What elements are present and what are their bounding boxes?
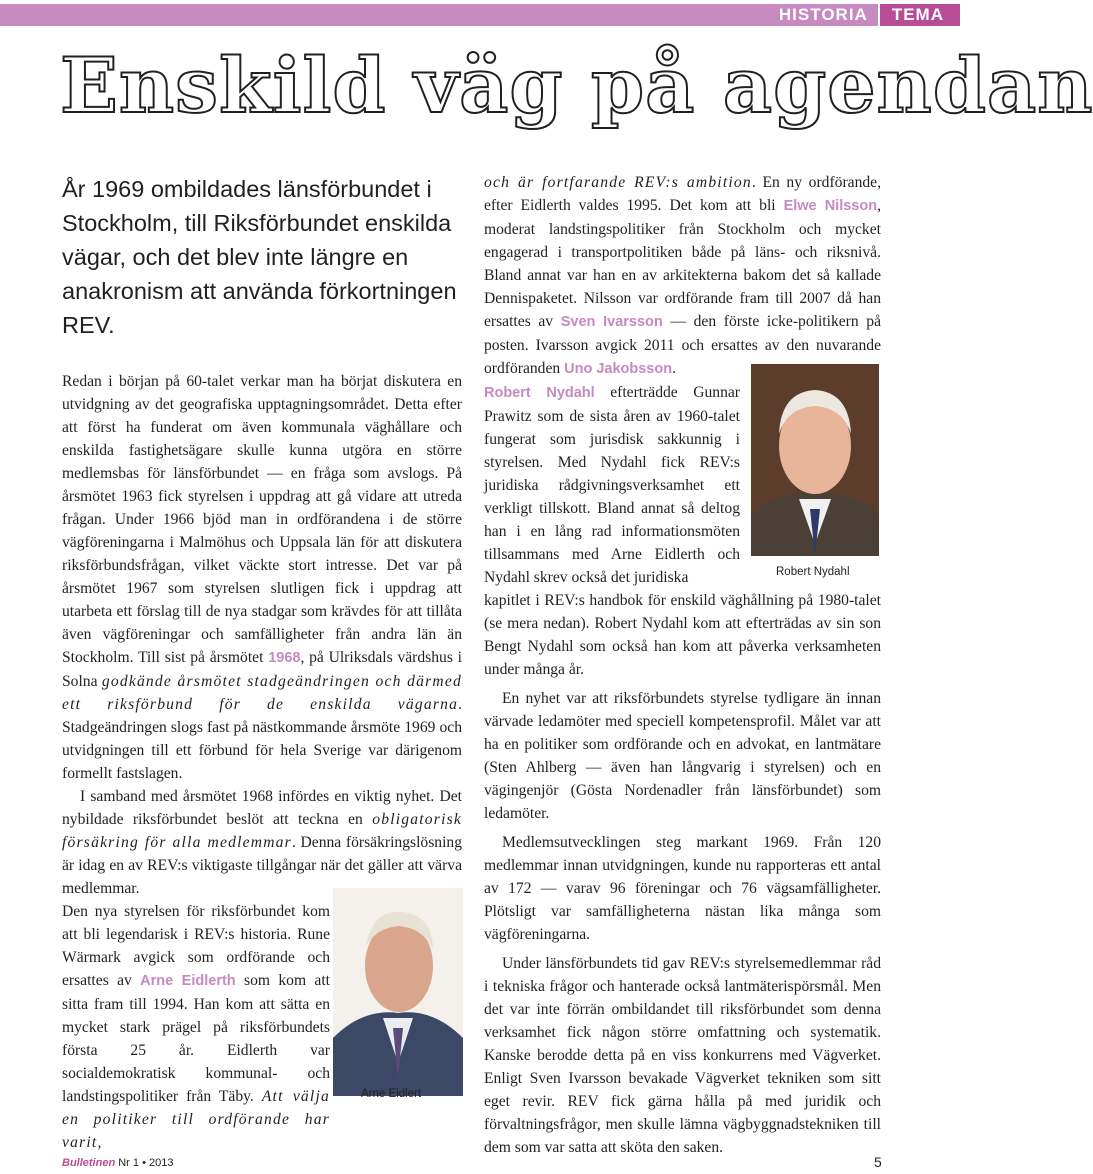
- page-number: 5: [874, 1154, 882, 1170]
- emphasis-text: obligatorisk försäkring för alla medlemmar: [62, 811, 462, 851]
- person-name-nilsson: Elwe Nilsson: [783, 198, 878, 214]
- section-label: HISTORIA: [769, 4, 878, 26]
- photo-robert-nydahl: [751, 364, 879, 584]
- caption-nydahl: Robert Nydahl: [776, 566, 850, 578]
- lead-paragraph: År 1969 ombildades länsförbundet i Stockholm, till Riksförbundet enskilda vägar, och det blev inte längre en anakronism att använda förkortningen REV.: [62, 176, 457, 338]
- right-paragraph-1: och är fortfarande REV:s ambition. En ny ordförande, efter Eidlerth valdes 1995. Det kom att bli Elwe Nilsson, moderat landstingspolitiker från Stockholm och mycket engagerad i transportpolitiken både på läns- och riksnivå. Bland annat var han en av arkitekterna bakom det så kallade Dennispaketet. Nilsson var ordförande fram till 2007 då han ersattes av Sven Ivarsson — den förste icke-politikern på posten. Ivarsson avgick 2011 och ersattes av den nuvarande ordföranden Uno Jakobsson.: [484, 174, 882, 377]
- right-paragraph-5: Under länsförbundets tid gav REV:s styrelsemedlemmar råd i tekniska frågor och hanterade också lantmäterispörsmål. Men det var inte förrän ombildandet till riksförbundet som denna verksamhet fick någon större omfattning och systematik. Kanske berodde detta på en viss konkurrens med Vägverket. Enligt Sven Ivarsson bevakade Vägverket tekniken som sitt eget revir. REV fick gärna hålla på med juridik och förvaltningsfrågor, men skulle lämna vägbyggnadstekniken till dem som var satta att sköta den saken.: [484, 955, 881, 1156]
- person-name-ivarsson: Sven Ivarsson: [560, 314, 663, 330]
- right-paragraph-2b: kapitlet i REV:s handbok för enskild väghållning på 1980-talet (se mera nedan). Robert Nydahl kom att efterträdas av sin son Bengt Nydahl som också han kom att påverka verksamheten under många år.: [484, 592, 881, 678]
- portrait-image: [751, 364, 879, 556]
- header-band: [0, 4, 769, 26]
- photo-arne-eidlert: [333, 888, 463, 1100]
- right-paragraph-4: Medlemsutvecklingen steg markant 1969. Från 120 medlemmar innan utvidgningen, kunde nu rapporteras ett antal av 172 — varav 96 föreningar och 76 vägsamfälligheter. Plötsligt var samfälligheterna nästan lika många som vägföreningarna.: [484, 834, 881, 943]
- left-paragraph-3: Den nya styrelsen för riksförbundet kom att bli legendarisk i REV:s historia. Rune Wärmark avgick som ordförande och ersattes av Arne Eidlerth som kom att sitta fram till 1994. Han kom att sätta en mycket stark prägel på riksförbundets första 25 år. Eidlerth var socialdemokratisk kommunal- och landstingspolitiker från Täby. Att välja en politiker till ordförande har varit,: [62, 903, 331, 1151]
- year-highlight: 1968: [268, 650, 301, 666]
- right-paragraph-3: En nyhet var att riksförbundets styrelse tydligare än innan värvade ledamöter med speciell kompetensprofil. Målet var att ha en politiker som ordförande och en advokat, en lantmätare (Sten Ahlberg — även han långvarig i styrelsen) och en vägingenjör (Gösta Nordenadler från länsförbundet) som ledamöter.: [484, 690, 881, 822]
- footer-publication: [62, 1157, 173, 1169]
- person-name-jakobsson: Uno Jakobsson: [564, 361, 673, 377]
- emphasis-text: godkände årsmötet stadgeändringen och därmed ett riksförbund för de enskilda vägarna: [62, 673, 462, 713]
- portrait-image: [333, 888, 463, 1096]
- person-name-eidlerth: Arne Eidlerth: [140, 973, 236, 989]
- caption-eidlert: Arne Eidlert: [361, 1088, 422, 1100]
- person-name-nydahl: Robert Nydahl: [484, 385, 595, 401]
- right-column: [484, 171, 881, 1159]
- publication-name: Bulletinen: [62, 1157, 116, 1169]
- section-header-bar: [0, 0, 960, 30]
- article-title: Enskild väg på agendan: [60, 41, 1093, 130]
- issue-number: Nr 1 • 2013: [118, 1157, 174, 1169]
- emphasis-text: och är fortfarande REV:s ambition: [484, 174, 752, 191]
- tema-label: TEMA: [880, 4, 960, 26]
- right-paragraph-2a: Robert Nydahl efterträdde Gunnar Prawitz som de sista åren av 1960-talet fungerat som jurisdisk sakkunnig i styrelsen. Med Nydahl fick REV:s juridiska rådgivningsverksamhet ett verkligt tillskott. Bland annat så deltog han i en lång rad informationsmöten tillsammans med Arne Eidlerth och Nydahl skrev också det juridiska: [484, 384, 740, 586]
- left-paragraph-2: I samband med årsmötet 1968 infördes en viktig nyhet. Det nybildade riksförbundet beslöt att teckna en obligatorisk försäkring för alla medlemmar. Denna försäkringslösning är idag en av REV:s viktigaste tillgångar när det gäller att värva medlemmar.: [62, 788, 462, 897]
- emphasis-text: Att välja en politiker till ordförande har varit,: [62, 1088, 330, 1151]
- left-paragraph-1: Redan i början på 60-talet verkar man ha börjat diskutera en utvidgning av det geografiska upptagningsområdet. Detta efter att först ha funderat om även kommunala väghållare och enskilda fastighetsägare skulle kunna utgöra en större medlemsbas för länsförbundet — en fråga som avslogs. På årsmötet 1963 fick styrelsen i uppdrag att gå vidare att utreda frågan. Under 1966 bjöd man in ordförandena i de större vägföreningarna i Malmöhus och Uppsala län för att diskutera riksförbundsfrågan, vilket väckte stort intresse. Det var på årsmötet 1967 som styrelsen slutligen fick i uppdrag att utarbeta ett förslag till de nya stadgar som krävdes för att tillåta även vägföreningar och samfälligheter från andra län än Stockholm. Till sist på årsmötet 1968, på Ulriksdals värdshus i Solna godkände årsmötet stadgeändringen och därmed ett riksförbund för de enskilda vägarna. Stadgeändringen slogs fast på nästkommande årsmöte 1969 och utvidgningen till ett förbund för hela Sverige var därigenom formellt fastslagen.: [62, 373, 462, 782]
